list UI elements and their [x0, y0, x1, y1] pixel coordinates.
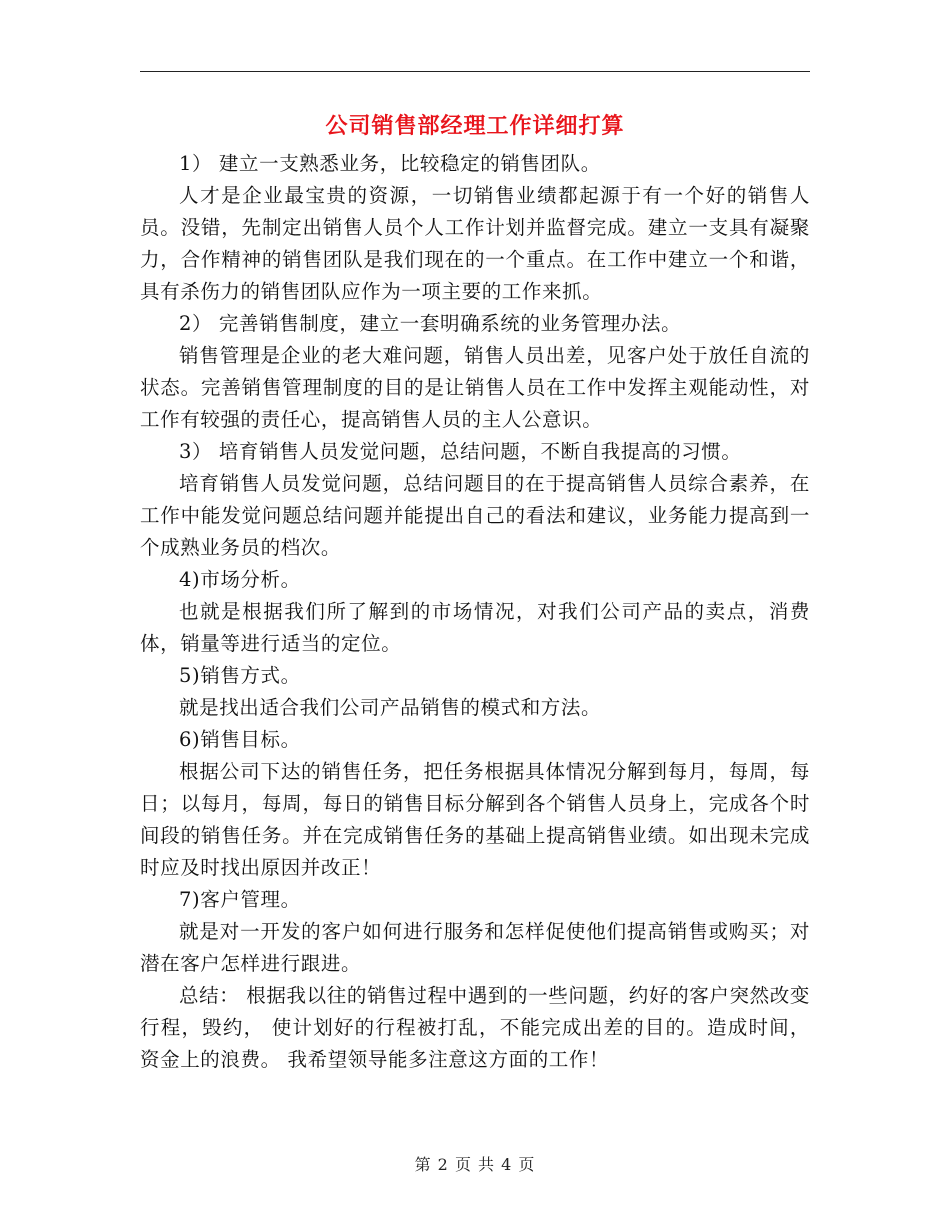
paragraph-item-4: 也就是根据我们所了解到的市场情况，对我们公司产品的卖点，消费体，销量等进行适当的定位。 [140, 600, 810, 655]
heading-item-3: 3） 培育销售人员发觉问题，总结问题，不断自我提高的习惯。 [179, 440, 742, 463]
document-title: 公司销售部经理工作详细打算 [325, 113, 625, 139]
heading-item-5: 5)销售方式。 [179, 664, 301, 687]
paragraph-item-6: 根据公司下达的销售任务，把任务根据具体情况分解到每月，每周，每日；以每月，每周，每日的销售目标分解到各个销售人员身上，完成各个时间段的销售任务。并在完成销售任务的基础上提高销售业绩。如出现未完成时应及时找出原因并改正！ [140, 760, 810, 879]
heading-item-2: 2） 完善销售制度，建立一套明确系统的业务管理办法。 [179, 312, 682, 335]
paragraph-item-3: 培育销售人员发觉问题，总结问题目的在于提高销售人员综合素养，在工作中能发觉问题总结问题并能提出自己的看法和建议，业务能力提高到一个成熟业务员的档次。 [140, 472, 810, 559]
heading-item-1: 1） 建立一支熟悉业务，比较稳定的销售团队。 [179, 152, 601, 175]
page-number-footer: 第 2 页 共 4 页 [414, 1155, 536, 1174]
paragraph-item-5: 就是找出适合我们公司产品销售的模式和方法。 [179, 696, 602, 719]
document-body [140, 148, 810, 1076]
paragraph-item-1: 人才是企业最宝贵的资源，一切销售业绩都起源于有一个好的销售人员。没错，先制定出销售人员个人工作计划并监督完成。建立一支具有凝聚力，合作精神的销售团队是我们现在的一个重点。在工作中建立一个和谐，具有杀伤力的销售团队应作为一项主要的工作来抓。 [140, 184, 810, 303]
heading-item-6: 6)销售目标。 [179, 728, 301, 751]
paragraph-item-7: 就是对一开发的客户如何进行服务和怎样促使他们提高销售或购买；对潜在客户怎样进行跟进。 [140, 920, 810, 975]
header-rule [140, 71, 810, 72]
summary-paragraph: 总结： 根据我以往的销售过程中遇到的一些问题，约好的客户突然改变行程，毁约， 使计划好的行程被打乱，不能完成出差的目的。造成时间，资金上的浪费。 我希望领导能多注意这方面的工作！ [140, 984, 810, 1071]
heading-item-7: 7)客户管理。 [179, 888, 301, 911]
paragraph-item-2: 销售管理是企业的老大难问题，销售人员出差，见客户处于放任自流的状态。完善销售管理制度的目的是让销售人员在工作中发挥主观能动性，对工作有较强的责任心，提高销售人员的主人公意识。 [140, 344, 810, 431]
heading-item-4: 4)市场分析。 [179, 568, 301, 591]
